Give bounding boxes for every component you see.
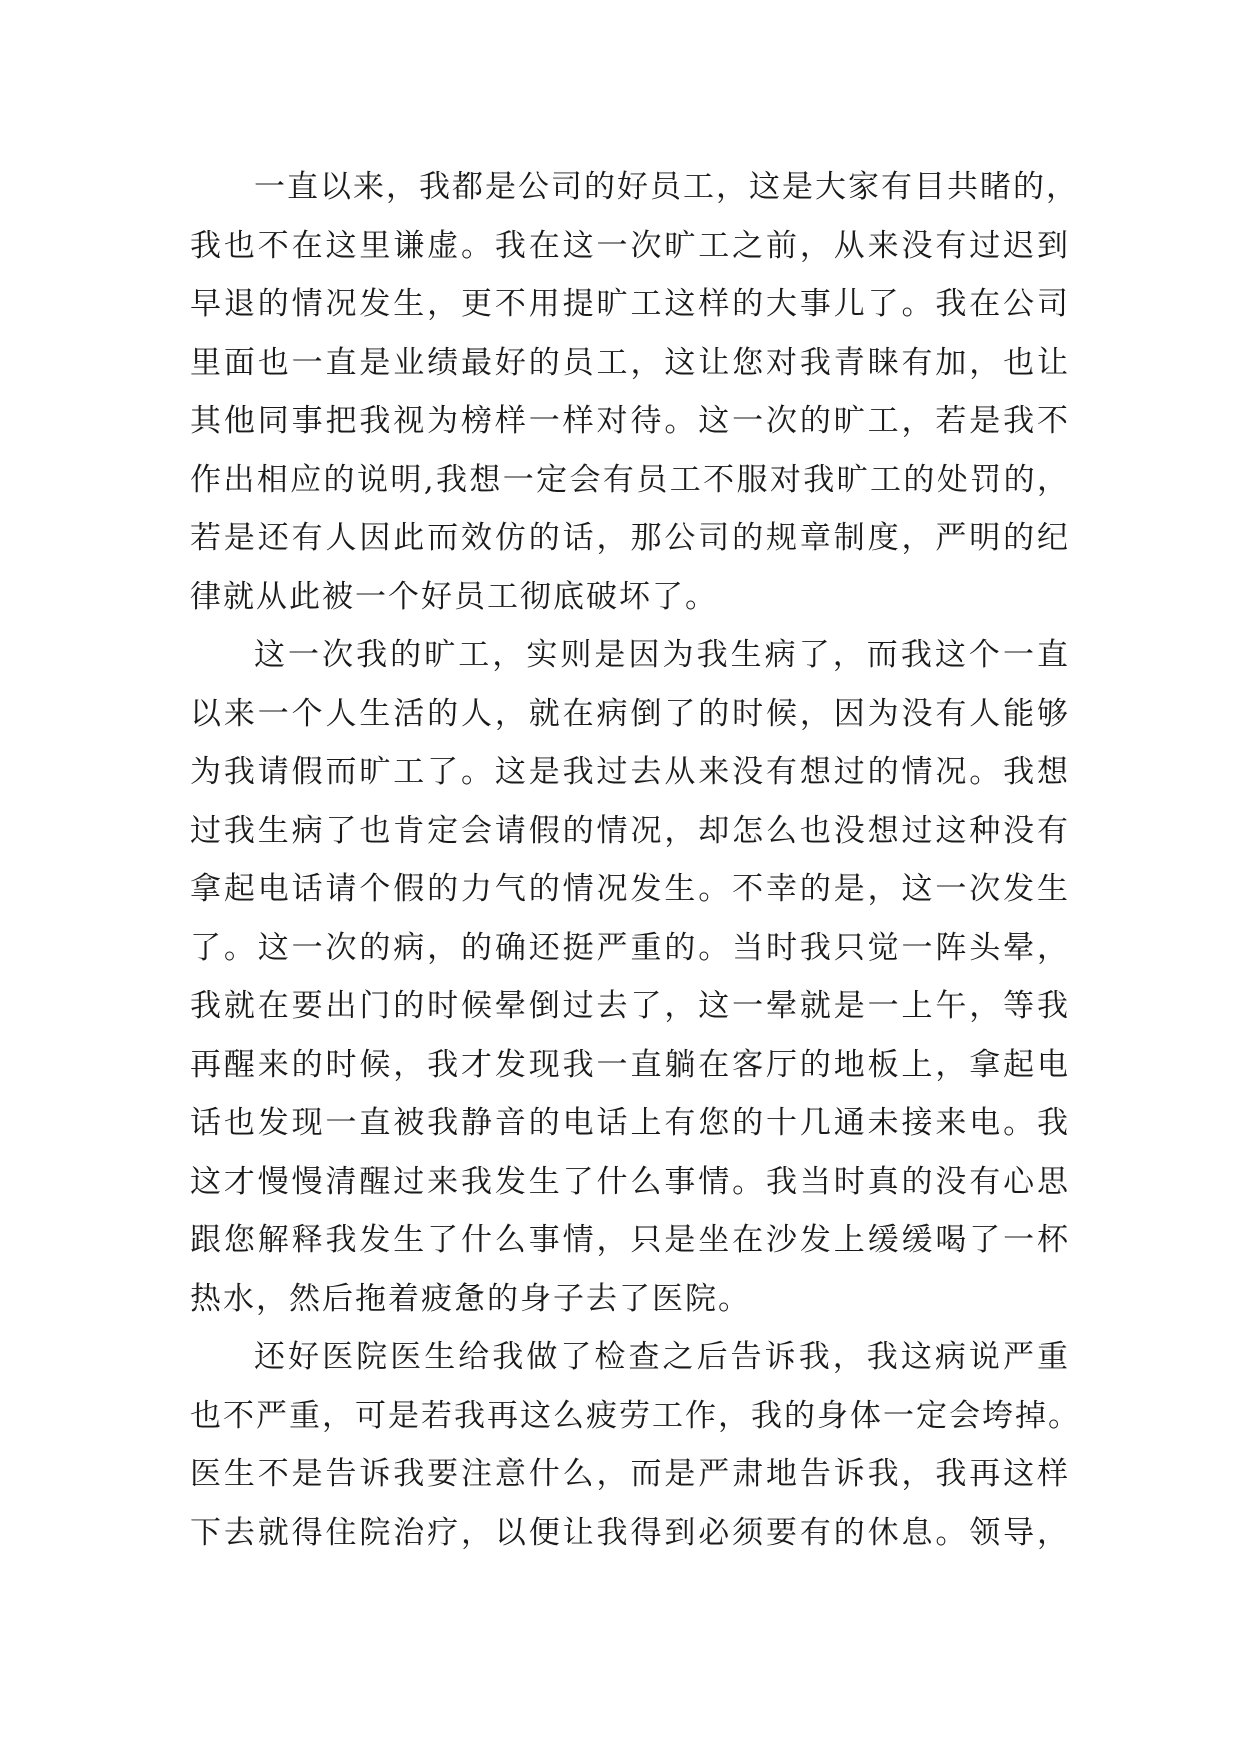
- text-line: 热水，然后拖着疲惫的身子去了医院。: [190, 1280, 751, 1317]
- text-line: 里面也一直是业绩最好的员工，这让您对我青睐有加，也让: [190, 344, 1070, 381]
- body-text: [190, 158, 1081, 1562]
- text-line: 还好医院医生给我做了检查之后告诉我，我这病说严重: [254, 1339, 1070, 1375]
- text-line: 为我请假而旷工了。这是我过去从来没有想过的情况。我想: [190, 754, 1070, 790]
- text-line: 医生不是告诉我要注意什么，而是严肃地告诉我，我再这样: [190, 1456, 1070, 1492]
- text-line: 拿起电话请个假的力气的情况发生。不幸的是，这一次发生: [190, 871, 1070, 907]
- text-line: 了。这一次的病，的确还挺严重的。当时我只觉一阵头晕，: [190, 929, 1070, 966]
- text-line: 我就在要出门的时候晕倒过去了，这一晕就是一上午，等我: [190, 988, 1070, 1024]
- text-line: 过我生病了也肯定会请假的情况，却怎么也没想过这种没有: [190, 812, 1070, 849]
- text-line: 一直以来，我都是公司的好员工，这是大家有目共睹的，: [254, 169, 1079, 205]
- text-line: 以来一个人生活的人，就在病倒了的时候，因为没有人能够: [190, 695, 1070, 732]
- text-line: 早退的情况发生，更不用提旷工这样的大事儿了。我在公司: [190, 286, 1070, 322]
- text-line: 话也发现一直被我静音的电话上有您的十几通未接来电。我: [190, 1105, 1070, 1141]
- text-line: 再醒来的时候，我才发现我一直躺在客厅的地板上，拿起电: [190, 1046, 1070, 1083]
- text-line: 我也不在这里谦虚。我在这一次旷工之前，从来没有过迟到: [190, 227, 1070, 264]
- text-line: 这才慢慢清醒过来我发生了什么事情。我当时真的没有心思: [190, 1163, 1070, 1200]
- text-line: 其他同事把我视为榜样一样对待。这一次的旷工，若是我不: [190, 403, 1070, 439]
- text-line: 下去就得住院治疗，以便让我得到必须要有的休息。领导，: [190, 1514, 1070, 1551]
- text-line: 律就从此被一个好员工彻底破坏了。: [190, 578, 718, 615]
- text-line: 也不严重，可是若我再这么疲劳工作，我的身体一定会垮掉。: [190, 1397, 1081, 1434]
- text-line: 若是还有人因此而效仿的话，那公司的规章制度，严明的纪: [190, 520, 1070, 556]
- text-line: 这一次我的旷工，实则是因为我生病了，而我这个一直: [254, 637, 1070, 673]
- text-line: 跟您解释我发生了什么事情，只是坐在沙发上缓缓喝了一杯: [190, 1222, 1070, 1258]
- text-line: 作出相应的说明,我想一定会有员工不服对我旷工的处罚的，: [190, 461, 1070, 498]
